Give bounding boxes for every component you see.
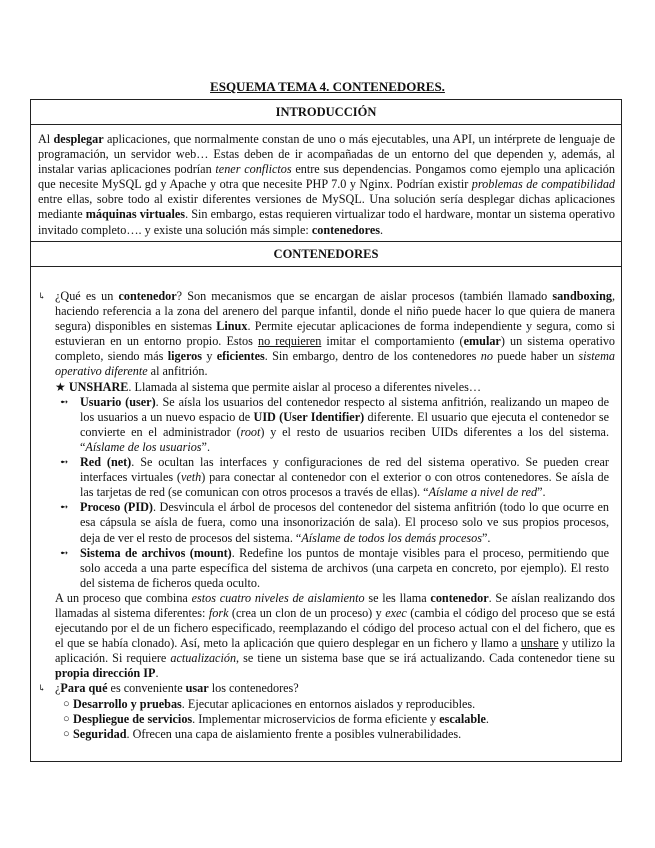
text-run: . Desvincula el árbol de procesos del contenedor del sistema anfitrión (todo lo que ocurre en esa cápsula se aísla de fuera, como una insonorización de sala). El proceso solo ve sus propios procesos, deja de ver el resto de procesos del sistema. “ bbox=[80, 500, 609, 545]
text-run: (cambia el código del proceso que se está ejecutando por el de un fichero especificado, reemplazando el código del proceso actual con el del fichero, que es el que se había clonado). Así, meto la aplicación que quiero desplegar en un fichero y llamo a bbox=[55, 605, 616, 651]
text-run: los contenedores? bbox=[208, 681, 299, 696]
arrow-bullet-icon: ↳ bbox=[38, 291, 46, 301]
isolation-level-pid bbox=[55, 500, 615, 545]
bold-run: máquinas virtuales bbox=[85, 207, 186, 222]
document-title: ESQUEMA TEMA 4. CONTENEDORES. bbox=[210, 79, 445, 94]
bold-run: Linux bbox=[216, 319, 248, 334]
text-run: . Sin embargo, estas requieren virtualizar todo el hardware, montar un sistema operativo invitado completo…. y existe una solución más simple: bbox=[38, 207, 616, 237]
intro-section bbox=[30, 99, 622, 242]
text-run: ) un sistema operativo completo, siendo más bbox=[55, 334, 616, 364]
question-why-use-containers bbox=[31, 681, 621, 741]
italic-run: actualización bbox=[170, 651, 237, 666]
use-case-development bbox=[63, 697, 615, 712]
text-run: . Implementar microservicios de forma eficiente y bbox=[192, 711, 440, 726]
text-run: ? Son mecanismos que se encargan de aislar procesos (también llamado bbox=[176, 289, 553, 303]
italic-run: Aíslame de los usuarios bbox=[85, 439, 202, 454]
text-run: ) y el resto de usuarios reciben UIDs diferentes a los del sistema. “ bbox=[80, 424, 610, 454]
italic-run: fork bbox=[208, 605, 229, 620]
text-run: . Llamada al sistema que permite aislar al proceso a diferentes niveles… bbox=[128, 379, 482, 394]
bold-run: ligeros bbox=[167, 349, 203, 364]
text-run: imitar el comportamiento ( bbox=[321, 334, 464, 349]
bold-run: Proceso (PID) bbox=[80, 500, 153, 515]
text-run: Al bbox=[38, 132, 54, 146]
text-run: diferente. El usuario que ejecuta el contenedor se convierte en el administrador ( bbox=[80, 409, 609, 439]
bold-run: emular bbox=[463, 334, 501, 349]
text-run: . bbox=[485, 711, 489, 726]
question-what-is-container bbox=[31, 289, 621, 681]
text-run: . bbox=[380, 222, 384, 237]
text-run: (crea un clon de un proceso) y bbox=[228, 605, 386, 620]
text-run: ”. bbox=[201, 439, 211, 454]
text-run: . Se ocultan las interfaces y configuraciones de red del sistema operativo. Se pueden crear interfaces virtuales ( bbox=[80, 455, 609, 485]
text-run: aplicaciones, que normalmente constan de uno o más ejecutables, una API, un intérprete de lenguaje de programación, un servidor web… Estas deben de ir acompañadas de un entorno del que dependen y, además, al instalar varias aplicaciones podrían bbox=[38, 132, 615, 177]
bold-run: Sistema de archivos (mount) bbox=[80, 545, 232, 560]
bold-run: Red (net) bbox=[80, 455, 132, 470]
feather-arrow-icon: ➻ bbox=[60, 396, 69, 408]
feather-arrow-icon: ➻ bbox=[60, 547, 69, 559]
circle-bullet-icon: ○ bbox=[63, 712, 70, 725]
text-run: , se tiene un sistema base que se irá actualizando. Cada contenedor tiene su bbox=[236, 651, 615, 666]
text-run: se les llama bbox=[364, 590, 431, 605]
text-run: y utilizo la aplicación. Si requiere bbox=[55, 636, 616, 666]
underlined-run: unshare bbox=[520, 636, 559, 651]
text-run: ”. bbox=[481, 530, 491, 545]
bold-run: Para qué bbox=[60, 681, 108, 696]
text-run: . bbox=[155, 666, 159, 681]
text-run: , haciendo referencia a la zona del arenero del parque infantil, donde el niño puede hacer lo que quiera de manera segura) disponibles en sistemas bbox=[55, 289, 615, 334]
bold-run: desplegar bbox=[53, 132, 104, 146]
italic-run: veth bbox=[180, 470, 202, 485]
italic-run: Aíslame a nivel de red bbox=[428, 485, 538, 500]
intro-paragraph bbox=[31, 125, 621, 238]
bold-run: eficientes bbox=[216, 349, 265, 364]
bold-run: Usuario (user) bbox=[80, 394, 156, 409]
text-run: entre ellas, sobre todo al existir diferentes versiones de MySQL. Una solución sería desplegar dichas aplicaciones mediante bbox=[38, 192, 615, 222]
italic-run: root bbox=[240, 424, 261, 439]
feather-arrow-icon: ➻ bbox=[60, 502, 69, 514]
text-run: y bbox=[202, 349, 217, 364]
underlined-run: no requieren bbox=[257, 334, 322, 349]
bold-run: contenedores bbox=[311, 222, 380, 237]
bold-run: propia dirección IP bbox=[55, 666, 156, 681]
italic-run: exec bbox=[385, 605, 407, 620]
bold-run: usar bbox=[185, 681, 209, 696]
text-run: . Sin embargo, dentro de los contenedores bbox=[264, 349, 481, 364]
text-run: ¿Qué es un bbox=[55, 289, 119, 303]
italic-run: tener conflictos bbox=[215, 162, 292, 177]
unshare-item bbox=[55, 380, 615, 395]
bold-run: Despliegue de servicios bbox=[73, 711, 193, 726]
containers-heading: CONTENEDORES bbox=[273, 247, 379, 261]
text-run: . Ofrecen una capa de aislamiento frente a posibles vulnerabilidades. bbox=[126, 726, 462, 741]
text-run: es conveniente bbox=[107, 681, 186, 696]
text-run: puede haber un bbox=[492, 349, 579, 364]
italic-run: problemas de compatibilidad bbox=[471, 177, 616, 192]
container-process-paragraph bbox=[55, 591, 615, 682]
star-icon: ★ bbox=[55, 379, 66, 394]
isolation-level-mount bbox=[55, 546, 615, 591]
bold-run: Seguridad bbox=[73, 726, 127, 741]
italic-run: sistema operativo diferente bbox=[55, 349, 615, 379]
italic-run: estos cuatro niveles de aislamiento bbox=[191, 590, 365, 605]
circle-bullet-icon: ○ bbox=[63, 697, 70, 710]
circle-bullet-icon: ○ bbox=[63, 727, 70, 740]
use-case-security bbox=[63, 727, 615, 742]
bold-run: sandboxing bbox=[552, 289, 612, 303]
bold-run: escalable bbox=[439, 711, 486, 726]
bold-run: Desarrollo y pruebas bbox=[73, 696, 182, 711]
italic-run: no bbox=[480, 349, 493, 364]
isolation-level-user bbox=[55, 395, 615, 455]
bold-run: contenedor bbox=[118, 289, 177, 303]
text-run: . Se aíslan realizando dos llamadas al sistema diferentes: bbox=[55, 590, 616, 620]
feather-arrow-icon: ➻ bbox=[60, 457, 69, 469]
text-run: al anfitrión. bbox=[147, 364, 208, 379]
bold-run: UID (User Identifier) bbox=[253, 409, 365, 424]
text-run: entre sus dependencias. Pongamos como ejemplo una aplicación que necesite MySQL gd y Apache y otra que necesite PHP 7.0 y Nginx. Podrían existir bbox=[38, 162, 615, 192]
unshare-label: UNSHARE bbox=[68, 379, 129, 394]
arrow-bullet-icon: ↳ bbox=[38, 683, 46, 694]
text-run: . Se aísla los usuarios del contenedor respecto al sistema anfitrión, realizando un mapeo de los usuarios a un nuevo espacio de bbox=[80, 394, 609, 424]
intro-heading: INTRODUCCIÓN bbox=[275, 105, 377, 119]
text-run: ”. bbox=[537, 485, 546, 500]
containers-section bbox=[30, 242, 622, 762]
text-run: A un proceso que combina bbox=[55, 590, 192, 605]
italic-run: Aíslame de todos los demás procesos bbox=[301, 530, 482, 545]
text-run: . Redefine los puntos de montaje visibles para el proceso, permitiendo que solo acceda a una parte específica del sistema de archivos (una carpeta en concreto, por ejemplo). El resto del sistema de ficheros queda oculto. bbox=[80, 545, 610, 590]
bold-run: contenedor bbox=[430, 590, 489, 605]
use-case-deployment bbox=[63, 712, 615, 727]
text-run: . Ejecutar aplicaciones en entornos aislados y reproducibles. bbox=[181, 696, 476, 711]
text-run: ¿ bbox=[55, 681, 61, 696]
text-run: . Permite ejecutar aplicaciones de forma independiente y segura, como si estuvieran en un entorno propio. Estos bbox=[55, 319, 615, 349]
text-run: ) para conectar al contenedor con el exterior o con otros contenedores. Se aísla de las tarjetas de red (se comunican con otros procesos a través de ellas). “ bbox=[80, 470, 609, 500]
isolation-level-net bbox=[55, 455, 615, 500]
